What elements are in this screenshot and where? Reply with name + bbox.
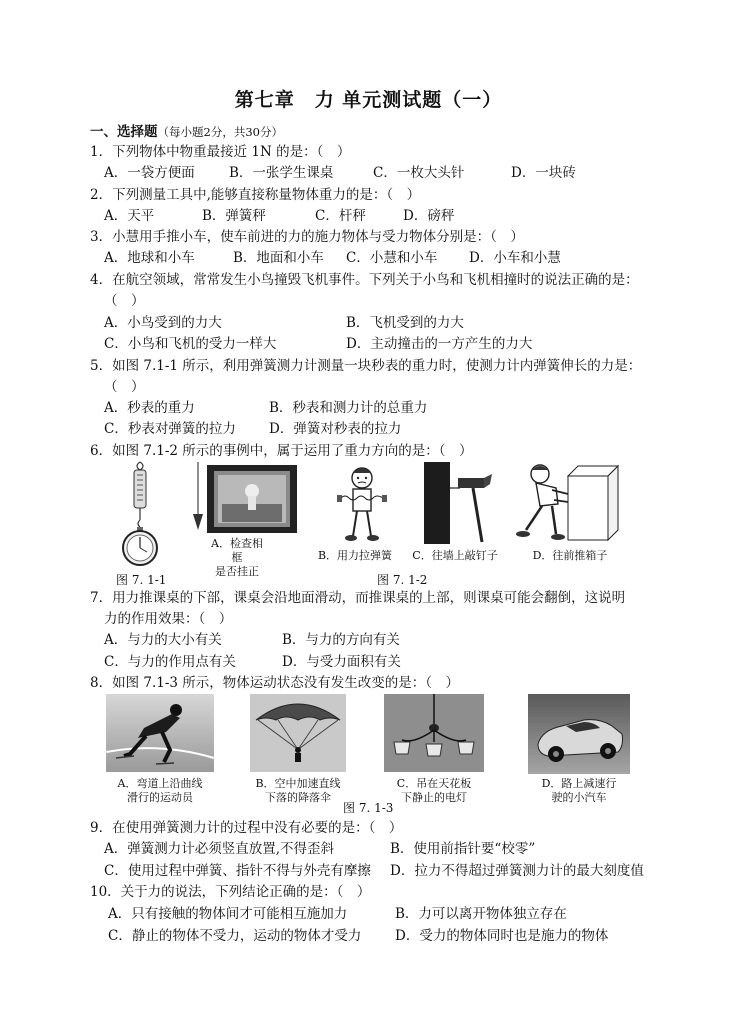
figure-caption-6c: C．往墙上敲钉子 (412, 549, 498, 562)
question-10-option-c[interactable]: C．静止的物体不受力，运动的物体才受力 (108, 928, 362, 944)
figure-caption-8b (248, 777, 348, 805)
question-2-option-d[interactable]: D．磅秤 (403, 208, 455, 224)
question-4-option-b[interactable]: B．飞机受到的力大 (346, 315, 464, 331)
figure-label-7-1-1: 图 7. 1-1 (116, 573, 167, 587)
question-1-option-a[interactable]: A．一袋方便面 (104, 165, 195, 181)
question-7-stem-cont: 力的作用效果：（ ） (104, 611, 233, 627)
question-2-option-a[interactable]: A．天平 (104, 208, 155, 224)
boy-pulling-spring-figure (335, 464, 389, 544)
figure-caption-6d: D．往前推箱子 (532, 549, 608, 562)
question-1-stem: 1．下列物体中物重最接近 1N 的是：（ ） (90, 144, 351, 160)
section-title: 一、选择题 (90, 124, 158, 140)
figure-label-7-1-2: 图 7. 1-2 (377, 573, 428, 587)
speed-skater-figure (106, 694, 214, 772)
question-3-option-c[interactable]: C．小慧和小车 (346, 250, 438, 266)
question-1-option-b[interactable]: B．一张学生课桌 (229, 165, 334, 181)
caption-8d-text: D．路上减速行 驶的小汽车 (541, 777, 617, 804)
caption-8b-text: B．空中加速直线 下落的降落伞 (255, 777, 341, 804)
question-4-option-d[interactable]: D．主动撞击的一方产生的力大 (346, 336, 533, 352)
question-5-option-c[interactable]: C．秒表对弹簧的拉力 (104, 421, 236, 437)
question-8-stem: 8．如图 7.1-3 所示，物体运动状态没有发生改变的是：（ ） (90, 675, 460, 691)
figure-label-7-1-3: 图 7. 1-3 (343, 801, 394, 815)
page-title: 第七章 力 单元测试题（一） (234, 89, 503, 111)
question-5-stem: 5．如图 7.1-1 所示，利用弹簧测力计测量一块秒表的重力时，使测力计内弹簧伸长的力是： (90, 358, 642, 374)
figure-caption-6b: B．用力拉弹簧 (317, 549, 393, 562)
chandelier-figure (384, 694, 484, 772)
question-2-stem: 2．下列测量工具中,能够直接称量物体重力的是：（ ） (90, 187, 421, 203)
question-6-stem: 6．如图 7.1-2 所示的事例中，属于运用了重力方向的是：（ ） (90, 443, 473, 459)
spring-scale-stopwatch-figure (110, 460, 170, 568)
question-3-option-b[interactable]: B．地面和小车 (233, 250, 324, 266)
question-7-option-c[interactable]: C．与力的作用点有关 (104, 654, 236, 670)
question-9-option-b[interactable]: B．使用前指针要“校零” (390, 841, 536, 857)
question-5-option-d[interactable]: D．弹簧对秒表的拉力 (269, 421, 402, 437)
caption-8a-text: A．弯道上沿曲线 滑行的运动员 (117, 777, 203, 804)
question-3-option-d[interactable]: D．小车和小慧 (469, 250, 561, 266)
figure-caption-8c (384, 777, 484, 805)
question-1-option-c[interactable]: C．一枚大头针 (373, 165, 465, 181)
question-7-option-d[interactable]: D．与受力面积有关 (282, 654, 401, 670)
section-heading (90, 122, 283, 142)
question-9-option-c[interactable]: C．使用过程中弹簧、指针不得与外壳有摩擦 (104, 863, 371, 879)
question-10-option-a[interactable]: A．只有接触的物体间才可能相互施加力 (108, 906, 348, 922)
figure-caption-6a (207, 537, 267, 579)
question-7-option-b[interactable]: B．与力的方向有关 (282, 632, 400, 648)
section-note: （每小题2分，共30分） (157, 125, 283, 139)
boy-pushing-box-figure (512, 460, 622, 544)
question-7-option-a[interactable]: A．与力的大小有关 (104, 632, 222, 648)
question-10-stem: 10．关于力的说法，下列结论正确的是：（ ） (90, 884, 371, 900)
question-3-option-a[interactable]: A．地球和小车 (104, 250, 195, 266)
parachute-figure (250, 694, 346, 772)
question-3-stem: 3．小慧用手推小车，使车前进的力的施力物体与受力物体分别是：（ ） (90, 229, 524, 245)
caption-6a-text: A．检查相框 是否挂正 (211, 537, 263, 578)
question-10-option-d[interactable]: D．受力的物体同时也是施力的物体 (395, 928, 609, 944)
question-4-stem: 4．在航空领域，常常发生小鸟撞毁飞机事件。下列关于小鸟和飞机相撞时的说法正确的是： (90, 272, 639, 288)
figure-caption-8d (528, 777, 630, 805)
question-5-option-b[interactable]: B．秒表和测力计的总重力 (269, 400, 428, 416)
question-1-option-d[interactable]: D．一块砖 (511, 165, 576, 181)
plumb-line-figure (190, 462, 206, 532)
sports-car-figure (528, 694, 630, 774)
question-4-option-c[interactable]: C．小鸟和飞机的受力一样大 (104, 336, 277, 352)
question-4-blank: （ ） (104, 293, 145, 309)
caption-8c-text: C．吊在天花板 下静止的电灯 (396, 777, 472, 804)
question-2-option-c[interactable]: C．杆秤 (315, 208, 366, 224)
question-2-option-b[interactable]: B．弹簧秤 (202, 208, 266, 224)
question-4-option-a[interactable]: A．小鸟受到的力大 (104, 315, 222, 331)
question-5-blank: （ ） (104, 379, 145, 395)
picture-frame-figure (206, 464, 298, 534)
question-9-option-a[interactable]: A．弹簧测力计必须竖直放置,不得歪斜 (104, 841, 335, 857)
question-10-option-b[interactable]: B．力可以离开物体独立存在 (395, 906, 567, 922)
hammer-wall-figure (420, 462, 500, 544)
question-7-stem: 7．用力推课桌的下部，课桌会沿地面滑动，而推课桌的上部，则课桌可能会翻倒，这说明 (90, 590, 626, 606)
question-5-option-a[interactable]: A．秒表的重力 (104, 400, 195, 416)
figure-caption-8a (106, 777, 214, 805)
question-9-stem: 9．在使用弹簧测力计的过程中没有必要的是：（ ） (90, 820, 403, 836)
question-9-option-d[interactable]: D．拉力不得超过弹簧测力计的最大刻度值 (390, 863, 644, 879)
